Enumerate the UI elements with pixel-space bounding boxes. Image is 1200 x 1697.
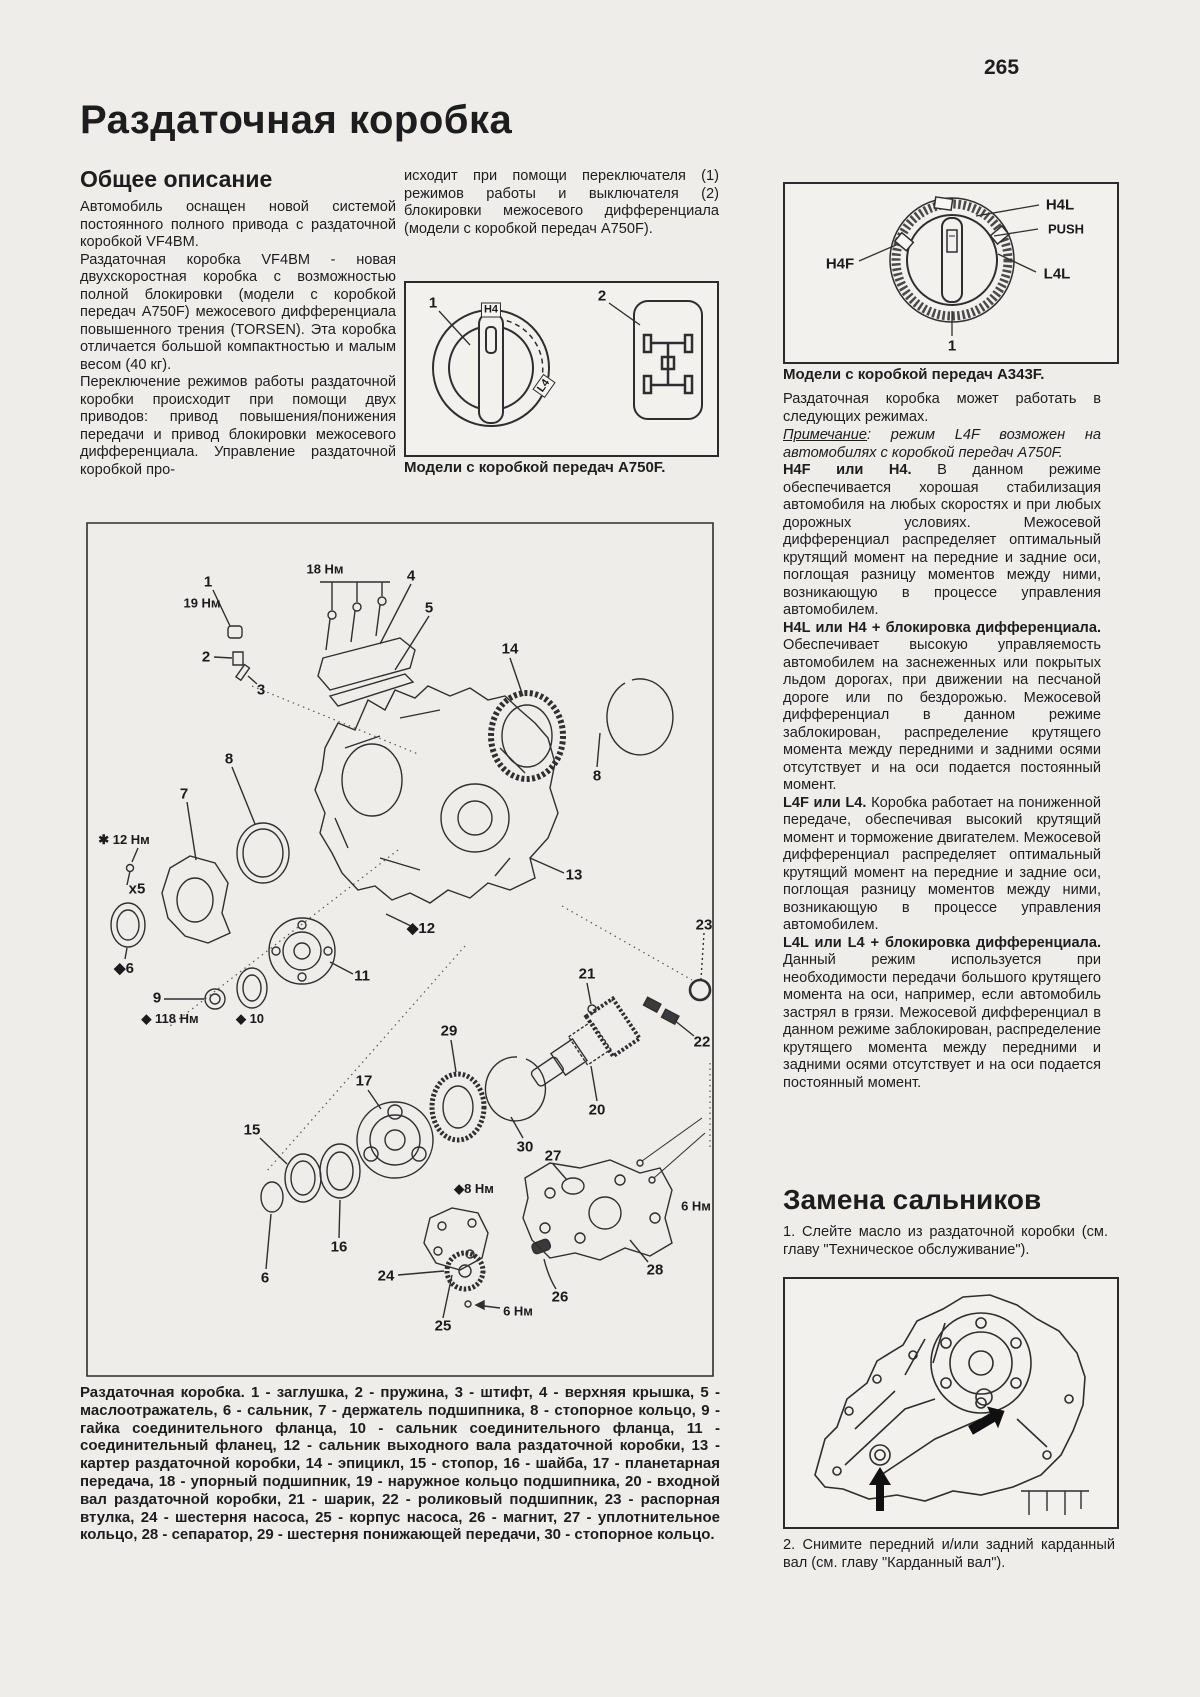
mode-text: Данный режим используется при необходимости передачи большого крутящего момента на оси, например, если автомобиль застрял в грязи. Межосевой дифференциал в данном режиме заблокирован, распределение крутящего момента между передними и задними осями отсутствует и на оси подается постоянный момент. <box>783 952 1101 1091</box>
figure-label: H4F <box>825 255 855 273</box>
figure-label: 23 <box>695 916 713 934</box>
paragraph: Переключение режимов работы раздаточной коробки происходит при помощи двух приводов: привод повышения/понижения передачи и привод блокировки межосевого дифференциала. Управление раздаточной коробкой про- <box>80 374 396 478</box>
figure-label: 4 <box>406 567 416 585</box>
figure-label: 1 <box>947 337 957 355</box>
exploded-diagram-drawing <box>80 518 720 1378</box>
figure-label: 2 <box>201 648 211 666</box>
figure-a343f-selector <box>783 182 1119 364</box>
case-outline <box>815 1295 1085 1501</box>
paragraph: Раздаточная коробка может работать в следующих режимах. <box>783 391 1101 425</box>
figure-transfer-case-drain <box>783 1277 1119 1529</box>
figure-label: H4L <box>1045 196 1075 214</box>
figure-caption-a343f: Модели с коробкой передач A343F. <box>783 366 1045 383</box>
figure-label: 3 <box>256 681 266 699</box>
part-gear-29 <box>432 1074 484 1140</box>
note-paragraph <box>783 427 1101 462</box>
step2-text <box>783 1537 1115 1572</box>
paragraph: Раздаточная коробка VF4BM - новая двухскоростная коробка с возможностью полной блокировки (модели с коробкой передач A750F) межосевого дифференциала повышенного трения (TORSEN). Эта коробка отличается большой компактностью и малым весом (40 кг). <box>80 251 396 373</box>
figure-label: ◆ 10 <box>235 1011 265 1026</box>
part-snap-ring-8 <box>607 679 673 755</box>
figure-label: 21 <box>578 965 596 983</box>
figure-label: 19 Нм <box>183 595 221 611</box>
middle-column-text <box>404 168 719 238</box>
section-heading-general: Общее описание <box>80 166 273 192</box>
part-planetary-17 <box>357 1102 433 1178</box>
figure-label: ✱ 12 Нм <box>98 832 150 847</box>
figure-label: 11 <box>354 967 370 985</box>
part-holder-7 <box>162 856 230 943</box>
mode-lead: L4F или L4. <box>783 794 867 811</box>
mode-lead: H4L или H4 + блокировка дифференциала. <box>783 619 1101 636</box>
modes-text <box>783 462 1101 1092</box>
part-ring-8 <box>237 823 289 883</box>
part-oring-27 <box>562 1178 584 1194</box>
figure-label: ◆6 <box>114 960 134 977</box>
page-number: 265 <box>984 56 1020 79</box>
torque-arrow-6nm <box>465 1301 500 1309</box>
note <box>783 427 1101 462</box>
figure-label: 5 <box>424 599 434 617</box>
part-flange-11 <box>269 918 335 984</box>
figure-label: 30 <box>516 1138 534 1156</box>
figure-label: 1 <box>203 573 213 591</box>
figure-label: 6 Нм <box>681 1198 711 1214</box>
part-bolt-12nm <box>127 865 134 872</box>
fill-plug <box>976 1389 992 1405</box>
part-input-shaft-20 <box>522 999 640 1100</box>
part-cover-4 <box>318 638 415 690</box>
figure-label: 20 <box>588 1101 606 1119</box>
figure-label: 15 <box>243 1121 261 1139</box>
page-title: Раздаточная коробка <box>80 98 513 142</box>
arrow-up <box>869 1467 891 1511</box>
section-heading-seals: Замена сальников <box>783 1184 1042 1215</box>
figure-label: ◆12 <box>406 920 436 937</box>
4wd-icon <box>644 335 692 393</box>
figure-label: L4L <box>1043 265 1071 283</box>
part-spacer-23 <box>690 980 710 1000</box>
figure-label: 8 <box>592 767 602 785</box>
figure-label: х5 <box>128 880 146 898</box>
diagram-caption: Раздаточная коробка. 1 - заглушка, 2 - пружина, 3 - штифт, 4 - верхняя крышка, 5 - маслоотражатель, 6 - сальник, 7 - держатель подшипника, 8 - стопорное кольцо, 9 - гайка соединительного фланца, 10 - сальник соединительного фланца, 11 - соединительный фланец, 12 - сальник выходного вала раздаточной коробки, 13 - картер раздаточной коробки, 14 - эпицикл, 15 - стопор, 16 - шайба, 17 - планетарная передача, 18 - упорный подшипник, 19 - наружное кольцо подшипника, 20 - входной вал раздаточной коробки, 21 - шарик, 22 - роликовый подшипник, 23 - распорная втулка, 24 - шестерня насоса, 25 - корпус насоса, 26 - магнит, 27 - уплотнительное кольцо, 28 - сепаратор, 29 - шестерня понижающей передачи, 30 - стопорное кольцо. <box>80 1384 720 1544</box>
part-spring-2 <box>233 652 243 665</box>
figure-label: 1 <box>428 294 438 312</box>
part-magnet-26 <box>531 1238 552 1254</box>
figure-label: 22 <box>693 1033 711 1051</box>
figure-a750f-selector <box>404 281 719 457</box>
part-pin-3 <box>236 665 250 681</box>
part-seal-10 <box>237 968 267 1008</box>
part-snap-ring-30 <box>485 1057 545 1121</box>
figure-label: 25 <box>434 1317 452 1335</box>
figure-label: 14 <box>501 640 519 658</box>
figure-label: H4 <box>481 303 501 318</box>
figure-label: 2 <box>597 287 607 305</box>
part-plug-1 <box>228 626 242 638</box>
figure-label: 16 <box>330 1238 348 1256</box>
diagram-border <box>87 523 713 1376</box>
bolts-18nm <box>320 582 390 650</box>
mode-lead: L4L или L4 + блокировка дифференциала. <box>783 934 1101 951</box>
paragraph: исходит при помощи переключателя (1) режимов работы и выключателя (2) блокировки межосевого дифференциала (модели с коробкой передач A750F). <box>404 168 719 237</box>
mode-paragraph <box>783 795 1101 935</box>
step1-text <box>783 1224 1108 1259</box>
figure-label: ◆8 Нм <box>454 1181 494 1196</box>
paragraph: 2. Снимите передний и/или задний карданный вал (см. главу "Карданный вал"). <box>783 1537 1115 1571</box>
figure-label: 13 <box>565 866 583 884</box>
figure-label: 6 Нм <box>503 1303 533 1319</box>
figure-label: 8 <box>224 750 234 768</box>
part-pump-body-25 <box>424 1208 488 1270</box>
figure-caption-a750f: Модели с коробкой передач A750F. <box>404 459 666 476</box>
note-text: : режим L4F возможен на автомобилях с коробкой передач A750F. <box>783 427 1101 461</box>
figure-label: 6 <box>260 1269 270 1287</box>
mode-text: Обеспечивает высокую управляемость автомобилем на заснеженных или покрытых льдом дорогах, при движении на песчаной дороге или по бездорожью. Межосевой дифференциал в данном режиме заблокирован, распределение крутящего момента между передними и задними осями отсутствует и на оси подается постоянный момент. <box>783 637 1101 793</box>
leader-l4l <box>998 254 1036 272</box>
figure-label: 17 <box>355 1072 373 1090</box>
figure-label: 27 <box>544 1147 562 1165</box>
figure-label: 26 <box>551 1288 569 1306</box>
figure-label: 9 <box>152 989 162 1007</box>
mode-text: В данном режиме обеспечивается хорошая стабилизация автомобиля на любых скоростях и при любых дорожных условиях. Межосевой дифференциал распределяет оптимальный крутящий момент на передние и задние оси, поглощая разницу моментов между ними, возникающую в процессе управления автомобилем. <box>783 462 1101 618</box>
mode-paragraph <box>783 462 1101 620</box>
figure-label: 29 <box>440 1022 458 1040</box>
figure-label: 18 Нм <box>306 561 344 577</box>
figure-label: ◆ 118 Нм <box>141 1011 199 1026</box>
left-column-text <box>80 199 396 479</box>
part-pump-gear-24 <box>447 1253 483 1289</box>
figure-label: 24 <box>377 1267 395 1285</box>
drain-plug <box>870 1445 890 1465</box>
mode-paragraph <box>783 620 1101 795</box>
part-seal-6b <box>261 1182 283 1212</box>
mode-lead: H4F или H4. <box>783 462 912 478</box>
figure-label: 7 <box>179 785 189 803</box>
note-label: Примечание <box>783 427 868 443</box>
selector-knob-drawing <box>406 283 717 455</box>
exploded-diagram <box>80 518 720 1378</box>
edge-bolts <box>637 1118 705 1183</box>
paragraph: 1. Слейте масло из раздаточной коробки (см. главу "Техническое обслуживание"). <box>783 1224 1108 1258</box>
mode-text: Коробка работает на пониженной передаче, обеспечивая высокий крутящий момент и торможение двигателем. Межосевой дифференциал распределяет оптимальный крутящий момент на передние и задние оси, поглощая разницу моментов между ними, возникающую в процессе управления автомобилем. <box>783 794 1101 933</box>
part-roller-22 <box>643 997 660 1012</box>
figure-label: 28 <box>646 1261 664 1279</box>
part-housing-13 <box>315 686 558 903</box>
right-column-intro <box>783 391 1101 426</box>
leader-2 <box>609 303 640 325</box>
mode-paragraph <box>783 935 1101 1093</box>
assembly-axes <box>170 686 710 1173</box>
transfer-case-drawing <box>785 1279 1117 1527</box>
paragraph: Автомобиль оснащен новой системой постоянного полного привода с раздаточной коробкой VF4BM. <box>80 199 396 250</box>
figure-label: PUSH <box>1047 221 1085 237</box>
figure-label: L4 <box>532 374 555 398</box>
